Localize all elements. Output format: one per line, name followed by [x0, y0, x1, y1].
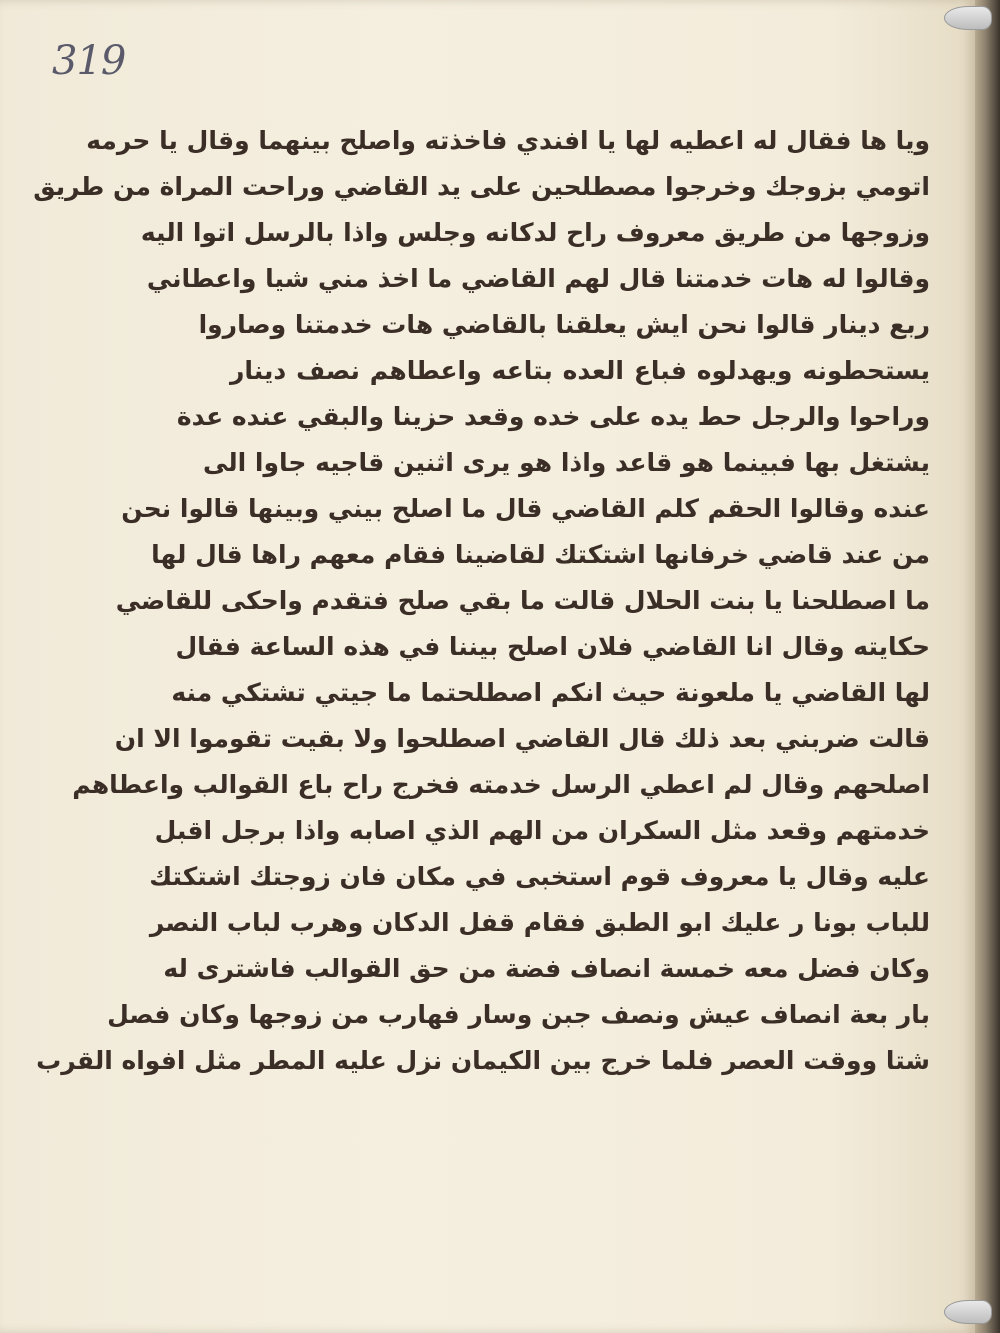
text-line: من عند قاضي خرفانها اشتكتك لقاضينا فقام معهم راها قال لها [151, 540, 930, 569]
book-binding-edge [975, 0, 1000, 1333]
text-line: وزوجها من طريق معروف راح لدكانه وجلس واذا بالرسل اتوا اليه [140, 218, 930, 247]
text-line: قالت ضربني بعد ذلك قال القاضي اصطلحوا ولا بقيت تقوموا الا ان [114, 724, 930, 753]
text-line: وكان فضل معه خمسة انصاف فضة من حق القوالب فاشترى له [163, 954, 930, 983]
text-line: عليه وقال يا معروف قوم استخبى في مكان فان زوجتك اشتكتك [149, 862, 930, 891]
text-line: اتومي بزوجك وخرجوا مصطلحين على يد القاضي وراحت المراة من طريق [33, 172, 930, 201]
text-line: بار بعة انصاف عيش ونصف جبن وسار فهارب من زوجها وكان فصل [107, 1000, 930, 1029]
text-line: يشتغل بها فبينما هو قاعد واذا هو يرى اثنين قاجيه جاوا الى [202, 448, 930, 477]
page-clip-top [944, 6, 992, 30]
text-line: حكايته وقال انا القاضي فلان اصلح بيننا في هذه الساعة فقال [175, 632, 930, 661]
text-line: اصلحهم وقال لم اعطي الرسل خدمته فخرج راح باع القوالب واعطاهم [72, 770, 930, 799]
page-clip-bottom [944, 1300, 992, 1324]
text-line: ويا ها فقال له اعطيه لها يا افندي فاخذته واصلح بينهما وقال يا حرمه [86, 126, 930, 155]
text-line: يستحطونه ويهدلوه فباع العده بتاعه واعطاهم نصف دينار [230, 356, 930, 385]
text-line: عنده وقالوا الحقم كلم القاضي قال ما اصلح بيني وبينها قالوا نحن [121, 494, 930, 523]
text-line: للباب بونا ر عليك ابو الطبق فقام قفل الدكان وهرب لباب النصر [149, 908, 930, 937]
text-line: شتا ووقت العصر فلما خرج بين الكيمان نزل عليه المطر مثل افواه القرب [36, 1046, 930, 1075]
text-line: خدمتهم وقعد مثل السكران من الهم الذي اصابه واذا برجل اقبل [154, 816, 930, 845]
text-line: ربع دينار قالوا نحن ايش يعلقنا بالقاضي هات خدمتنا وصاروا [198, 310, 930, 339]
folio-number: 319 [52, 38, 126, 84]
text-line: ما اصطلحنا يا بنت الحلال قالت ما بقي صلح فتقدم واحكى للقاضي [115, 586, 930, 615]
text-line: لها القاضي يا ملعونة حيث انكم اصطلحتما ما جيتي تشتكي منه [171, 678, 930, 707]
manuscript-text-block [33, 118, 930, 1084]
text-line: وراحوا والرجل حط يده على خده وقعد حزينا والبقي عنده عدة [176, 402, 930, 431]
text-line: وقالوا له هات خدمتنا قال لهم القاضي ما اخذ مني شيا واعطاني [146, 264, 930, 293]
